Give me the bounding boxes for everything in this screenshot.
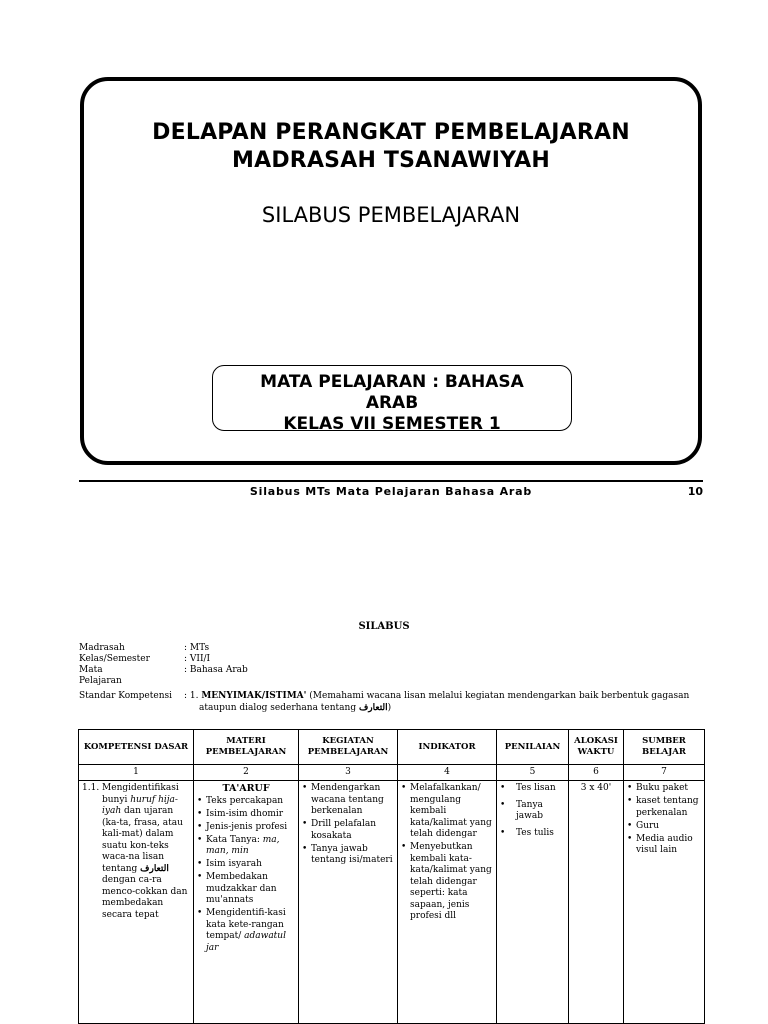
list-item [197,908,295,954]
list-item: • Teks percakapan [197,796,295,808]
meta-label: Mata Pelajaran [79,665,122,686]
list-item: • Jenis-jenis profesi [197,822,295,834]
kegiatan-list [302,783,394,867]
cover-title-line2: MADRASAH TSANAWIYAH [232,148,550,173]
list-item: • Guru [627,821,701,833]
kata-tanya-label: Kata Tanya: [206,834,263,845]
col-number: 4 [398,765,497,781]
standar-label: Standar Kompetensi [79,691,172,701]
penilaian-list [500,783,565,839]
standar-line2: ataupun dialog sederhana tentang [199,703,359,713]
col-number: 6 [569,765,624,781]
list-item: • Tanya jawab [500,800,565,823]
meta-label: Madrasah [79,643,125,653]
materi-heading: TA'ARUF [222,783,270,794]
header-rule [79,480,703,482]
list-item: • Isim isyarah [197,859,295,871]
list-item: • Tes tulis [500,828,565,840]
subject-text [213,372,571,431]
standar-rest: (Memahami wacana lisan melalui kegiatan mendengarkan baik berbentuk gagasan [306,691,690,701]
list-item [197,835,295,858]
col-number: 3 [299,765,398,781]
list-item: • Buku paket [627,783,701,795]
list-item: • Mendengarkan wacana tentang berkenalan [302,783,394,818]
indikator-list [401,783,493,923]
list-item: • kaset tentang perkenalan [627,796,701,819]
cover-frame [80,77,702,465]
standar-bold: MENYIMAK/ISTIMA' [201,691,307,701]
materi-last-text: Mengidentifi-kasi kata kete-rangan tempat/ [206,908,286,941]
table-number-row [79,765,705,781]
subject-line1: MATA PELAJARAN : BAHASA [260,372,524,392]
meta-label: Kelas/Semester [79,654,150,664]
doc-title: SILABUS [358,621,410,632]
col-header: ALOKASI WAKTU [569,730,624,765]
kd-text2-italic: huruf hija-iyah [102,794,178,816]
kd-text1: Mengidentifikasi [99,783,179,793]
kd-text4: dengan ca-ra menco-cokkan dan membedakan secara tepat [102,875,188,920]
list-item: • Menyebutkan kembali kata-kata/kalimat yang telah didengar seperti: kata sapaan, jenis profesi dll [401,842,493,923]
col-header: KEGIATAN PEMBELAJARAN [299,730,398,765]
subject-line3: KELAS VII SEMESTER 1 [283,414,501,431]
table-header-row [79,730,705,765]
materi-list [197,796,295,955]
cover-subtitle: SILABUS PEMBELAJARAN [261,203,521,227]
col-header: MATERI PEMBELAJARAN [194,730,299,765]
standar-value [184,690,714,714]
kata-tanya-words: ma, man, min [206,834,280,856]
penilaian-cell [497,781,569,1024]
col-number: 7 [624,765,705,781]
col-header: KOMPETENSI DASAR [79,730,194,765]
meta-value: : VII/I [184,654,211,664]
col-header: PENILAIAN [497,730,569,765]
cover-title-line1: DELAPAN PERANGKAT PEMBELAJARAN [152,120,630,145]
list-item: • Media audio visul lain [627,834,701,857]
col-header: INDIKATOR [398,730,497,765]
col-number: 1 [79,765,194,781]
kd-text2: bunyi [102,794,131,805]
table-row [79,781,705,1024]
standar-prefix: : 1. [184,691,202,701]
col-header: SUMBER BELAJAR [624,730,705,765]
subject-box [212,365,572,431]
standar-arabic: التعارف [358,703,388,713]
indikator-cell [398,781,497,1024]
list-item: • Drill pelafalan kosakata [302,819,394,842]
subject-line2: ARAB [365,393,419,413]
cover-title [84,119,698,175]
running-header-title: Silabus MTs Mata Pelajaran Bahasa Arab [249,485,533,498]
meta-value: : Bahasa Arab [184,665,248,675]
kegiatan-cell [299,781,398,1024]
list-item: • Isim-isim dhomir [197,809,295,821]
kd-number: 1.1. [82,783,100,793]
list-item: • Melafalkankan/ mengulang kembali kata/kalimat yang telah didengar [401,783,493,841]
col-number: 2 [194,765,299,781]
meta-value: : MTs [184,643,210,653]
list-item: • Tes lisan [500,783,565,795]
kompetensi-cell [79,781,194,1024]
silabus-table [78,729,705,1024]
standar-line2-end: ) [387,703,392,713]
list-item: • Membedakan mudzakkar dan mu'annats [197,872,295,907]
kd-text3: dan ujaran (ka-ta, frasa, atau kali-mat) dalam suatu kon-teks waca-na lisan tentang [102,806,183,874]
sumber-list [627,783,701,857]
sumber-cell [624,781,705,1024]
page-number: 10 [687,485,703,498]
materi-cell [194,781,299,1024]
list-item: • Tanya jawab tentang isi/materi [302,844,394,867]
col-number: 5 [497,765,569,781]
materi-last-italic: adawatul jar [206,931,286,953]
alokasi-cell: 3 x 40' [569,781,624,1024]
kd-arabic: التعارف [140,863,169,874]
